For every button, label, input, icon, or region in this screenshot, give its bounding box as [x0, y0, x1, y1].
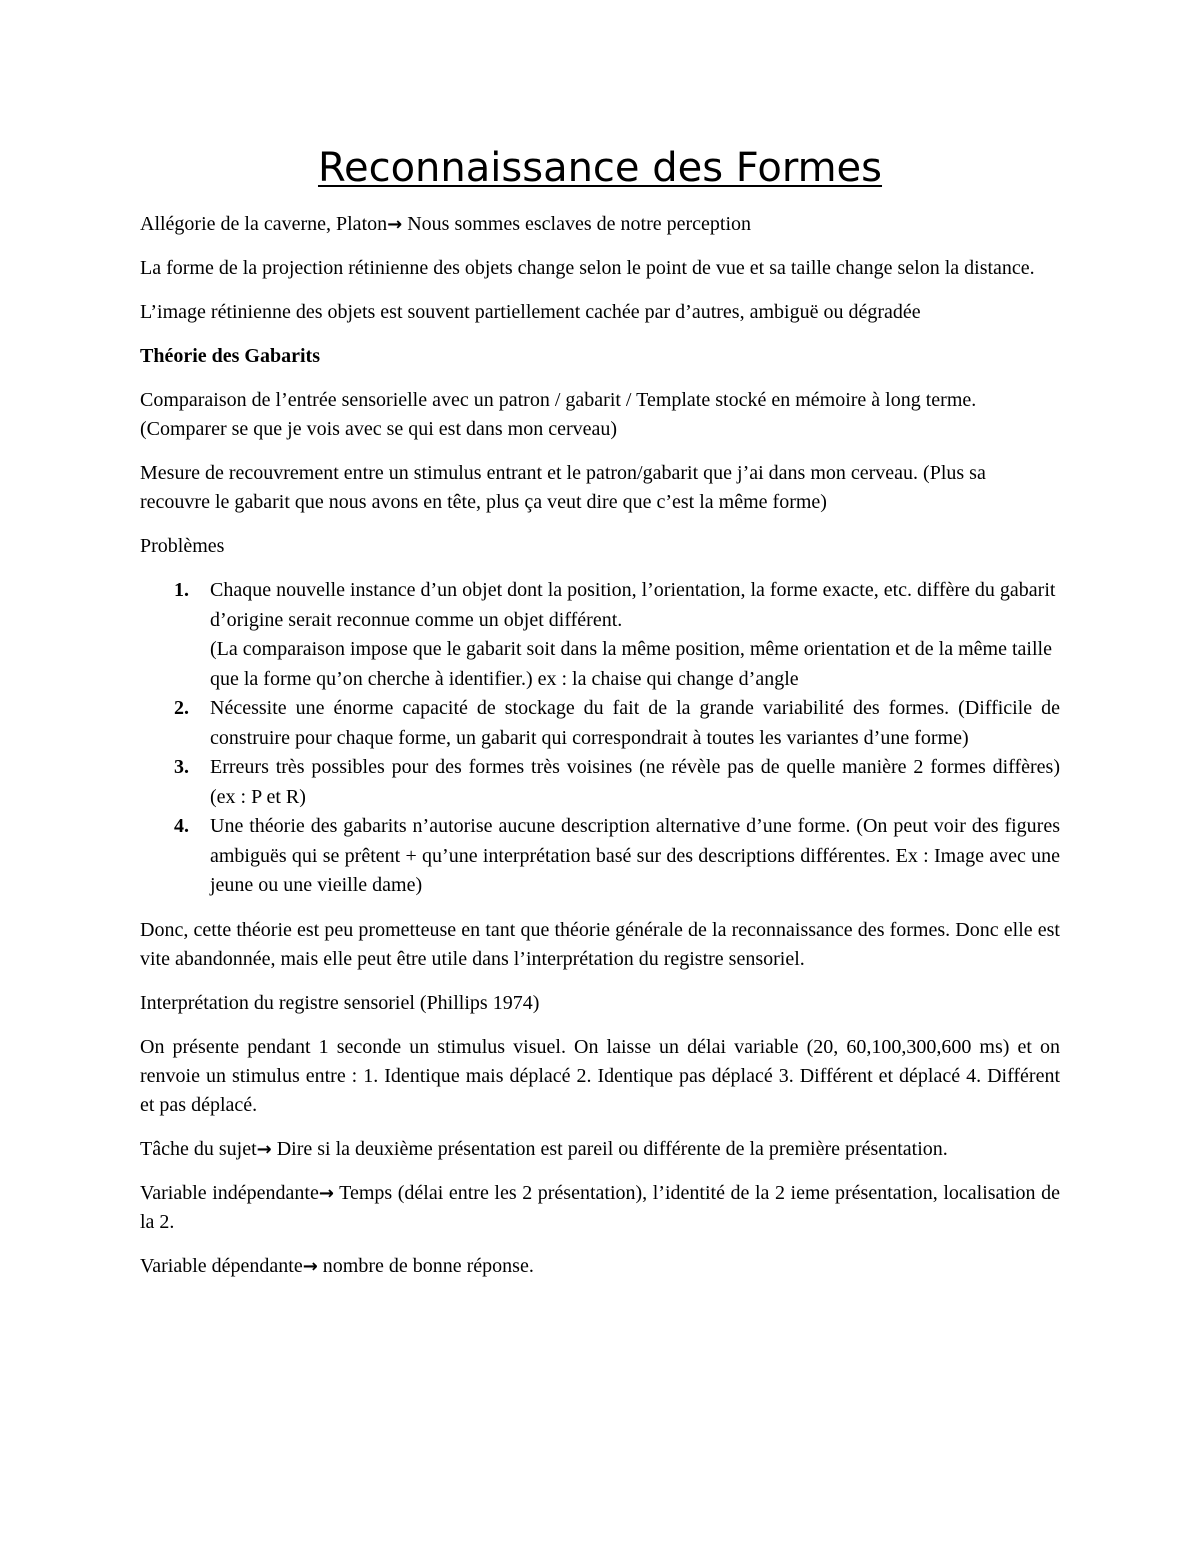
arrow-icon: → — [387, 214, 403, 235]
list-item-text: Chaque nouvelle instance d’un objet dont la position, l’orientation, la forme exacte, etc. diffère du gabarit d’origine serait reconnue comme un objet différent. — [210, 579, 1056, 631]
allegory-text: Allégorie de la caverne, Platon — [140, 213, 388, 235]
paragraph-conclusion: Donc, cette théorie est peu prometteuse en tant que théorie générale de la reconnaissance des formes. Donc elle est vite abandonnée, mais elle peut être utile dans l’interprétation du registre sensoriel. — [140, 918, 1060, 970]
paragraph-projection: La forme de la projection rétinienne des objets change selon le point de vue et sa taille change selon la distance. — [140, 257, 1035, 279]
arrow-icon: → — [318, 1182, 334, 1204]
paragraph-independent-variable — [140, 1179, 1060, 1237]
list-item-text: Erreurs très possibles pour des formes très voisines (ne révèle pas de quelle manière 2 formes diffères) (ex : P et R) — [210, 756, 1060, 808]
list-number: 2. — [174, 697, 189, 719]
section-heading-gabarits: Théorie des Gabarits — [140, 345, 320, 367]
paragraph-retinal-image: L’image rétinienne des objets est souvent partiellement cachée par d’autres, ambiguë ou dégradée — [140, 301, 921, 323]
task-text: Dire si la deuxième présentation est pareil ou différente de la première présentation. — [271, 1137, 948, 1160]
document-page — [140, 138, 1060, 1296]
arrow-icon: → — [302, 1255, 318, 1277]
list-item-text: Une théorie des gabarits n’autorise aucune description alternative d’une forme. (On peut voir des figures ambiguës qui se prêtent + qu’une interprétation basé sur des descriptions différentes. Ex : Image avec une jeune ou une vieille dame) — [210, 815, 1060, 896]
dependent-variable-text: nombre de bonne réponse. — [317, 1254, 534, 1277]
list-item — [140, 576, 1060, 694]
list-item — [140, 753, 1060, 812]
paragraph-overlap: Mesure de recouvrement entre un stimulus entrant et le patron/gabarit que j’ai dans mon cerveau. (Plus sa recouvre le gabarit que nous avons en tête, plus ça veut dire que c’est la même forme) — [140, 462, 986, 513]
dependent-variable-label: Variable dépendante — [140, 1254, 303, 1277]
paragraph-dependent-variable — [140, 1252, 1060, 1281]
paragraph-phillips: Interprétation du registre sensoriel (Phillips 1974) — [140, 991, 540, 1014]
list-item — [140, 694, 1060, 753]
list-item-subtext: (La comparaison impose que le gabarit soit dans la même position, même orientation et de la même taille que la forme qu’on cherche à identifier.) ex : la chaise qui change d’angle — [210, 638, 1052, 690]
list-number: 4. — [174, 815, 189, 837]
paragraph-comparison: Comparaison de l’entrée sensorielle avec un patron / gabarit / Template stocké en mémoire à long terme. (Comparer se que je vois avec se qui est dans mon cerveau) — [140, 389, 977, 440]
independent-variable-text: Temps (délai entre les 2 présentation), l’identité de la 2 ieme présentation, localisation de la 2. — [140, 1181, 1060, 1233]
paragraph-allegory — [140, 210, 1060, 239]
list-item-text: Nécessite une énorme capacité de stockage du fait de la grande variabilité des formes. (Difficile de construire pour chaque forme, un gabarit qui correspondrait à toutes les variantes d’une forme) — [210, 697, 1060, 749]
allegory-text-end: Nous sommes esclaves de notre perception — [402, 213, 752, 235]
independent-variable-label: Variable indépendante — [140, 1181, 319, 1204]
list-number: 1. — [174, 579, 189, 601]
arrow-icon: → — [256, 1138, 272, 1160]
list-item — [140, 812, 1060, 901]
paragraph-procedure: On présente pendant 1 seconde un stimulus visuel. On laisse un délai variable (20, 60,100,300,600 ms) et on renvoie un stimulus entre : 1. Identique mais déplacé 2. Identique pas déplacé 3. Différent et déplacé 4. Différent et pas déplacé. — [140, 1035, 1060, 1116]
paragraph-task — [140, 1135, 1060, 1164]
problems-list — [140, 576, 1060, 901]
problems-label: Problèmes — [140, 535, 225, 557]
document-title: Reconnaissance des Formes — [317, 145, 883, 191]
task-label: Tâche du sujet — [140, 1137, 257, 1160]
list-number: 3. — [174, 756, 189, 778]
